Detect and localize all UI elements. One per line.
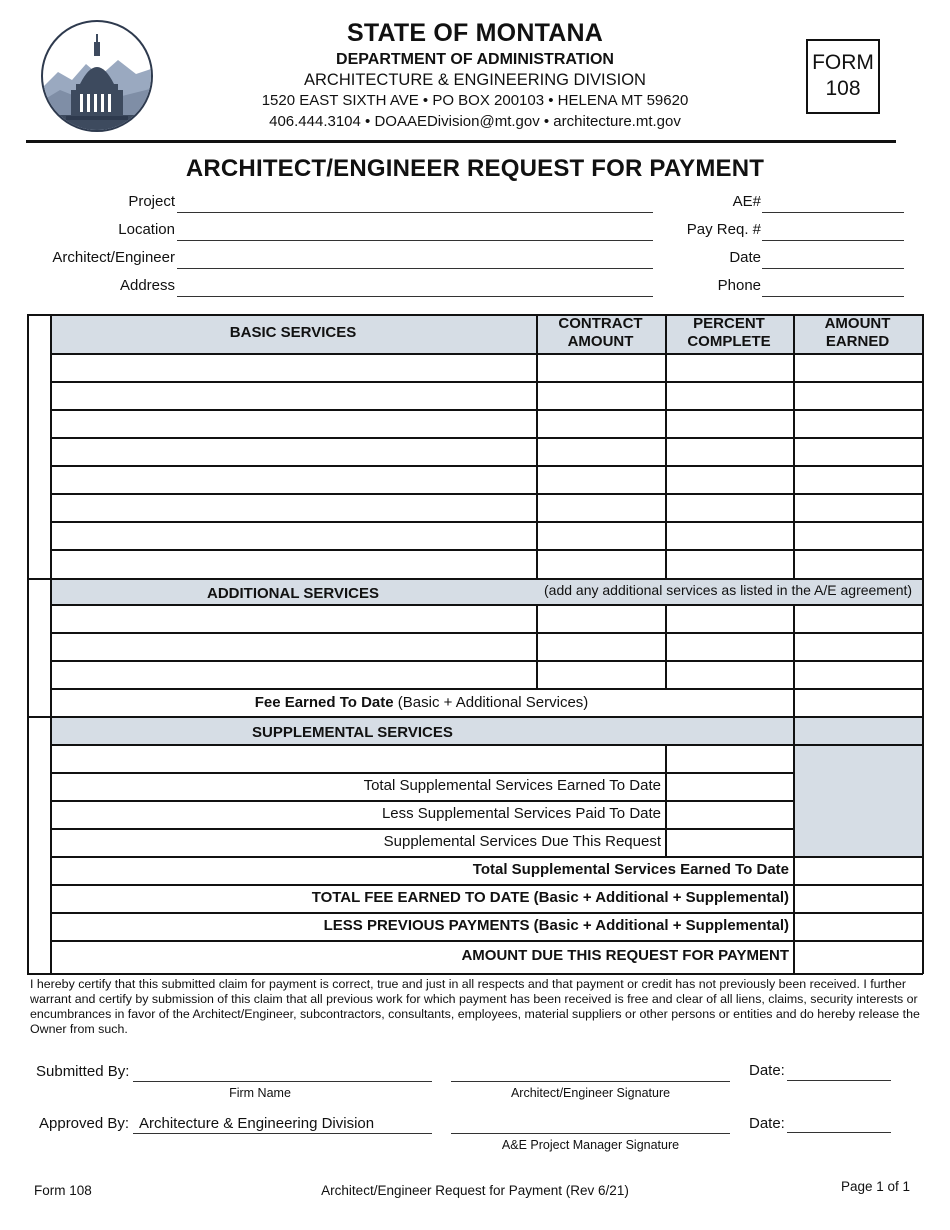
submitted-by-label: Submitted By: xyxy=(36,1063,130,1080)
additional-services-note: (add any additional services as listed in the A/E agreement) xyxy=(544,582,913,598)
certification-text: I hereby certify that this submitted claim for payment is correct, true and just in all respects and that payment or credit has not previously been received. I further warrant and certify by submission of this claim that all previous work for which payment has been received is free and clear of all liens, claims, security interests or encumbrances in favor of the Architect/Engineer, subcontractors, consultants, employees, material suppliers or other persons or entities and do hereby release the Owner from such. xyxy=(30,977,920,1036)
page-title: ARCHITECT/ENGINEER REQUEST FOR PAYMENT xyxy=(185,155,765,182)
fee-earned-label-bold: Fee Earned To Date xyxy=(254,694,394,711)
footer-page-number: Page 1 of 1 xyxy=(840,1179,910,1194)
total-supp-earned-label: Total Supplemental Services Earned To Date xyxy=(363,777,661,794)
header-address: 1520 EAST SIXTH AVE • PO BOX 200103 • HELENA MT 59620 xyxy=(261,92,689,109)
firm-name-caption: Firm Name xyxy=(229,1086,291,1100)
architect-engineer-label: Architect/Engineer xyxy=(52,249,175,266)
pay-req-field[interactable] xyxy=(762,240,904,241)
form-number: 108 xyxy=(825,77,861,100)
date1-field[interactable] xyxy=(787,1080,891,1081)
pm-signature-caption: A&E Project Manager Signature xyxy=(501,1138,680,1152)
architect-engineer-field[interactable] xyxy=(177,268,653,269)
form-label: FORM xyxy=(812,51,874,74)
amount-due-label: AMOUNT DUE THIS REQUEST FOR PAYMENT xyxy=(461,947,789,964)
approved-by-label: Approved By: xyxy=(39,1115,130,1132)
phone-label: Phone xyxy=(717,277,761,294)
footer-form-title: Architect/Engineer Request for Payment (Rev 6/21) xyxy=(321,1183,629,1198)
contract-amount-heading: CONTRACT AMOUNT xyxy=(558,315,643,350)
amount-earned-heading: AMOUNT EARNED xyxy=(824,315,891,350)
percent-complete-heading: PERCENT COMPLETE xyxy=(687,315,771,350)
header-department: DEPARTMENT OF ADMINISTRATION xyxy=(336,51,614,68)
location-label: Location xyxy=(118,221,175,238)
ae-number-label: AE# xyxy=(732,193,761,210)
date-field[interactable] xyxy=(762,268,904,269)
firm-name-field[interactable] xyxy=(133,1081,432,1082)
total-fee-earned-label: TOTAL FEE EARNED TO DATE (Basic + Additional + Supplemental) xyxy=(311,889,789,906)
date2-label: Date: xyxy=(749,1115,785,1132)
date-label: Date xyxy=(729,249,761,266)
project-field[interactable] xyxy=(177,212,653,213)
footer-form-number: Form 108 xyxy=(34,1183,92,1198)
ae-signature-field[interactable] xyxy=(451,1081,730,1082)
header-division: ARCHITECTURE & ENGINEERING DIVISION xyxy=(304,71,646,89)
date2-field[interactable] xyxy=(787,1132,891,1133)
location-field[interactable] xyxy=(177,240,653,241)
header-state: STATE OF MONTANA xyxy=(347,19,603,47)
approved-by-value: Architecture & Engineering Division xyxy=(139,1115,375,1132)
header-contact: 406.444.3104 • DOAAEDivision@mt.gov • architecture.mt.gov xyxy=(269,113,681,130)
ae-number-field[interactable] xyxy=(762,212,904,213)
supplemental-services-heading: SUPPLEMENTAL SERVICES xyxy=(252,724,453,741)
supplemental-shaded-column xyxy=(793,744,922,856)
basic-services-heading: BASIC SERVICES xyxy=(229,324,357,341)
fee-earned-label-rest: (Basic + Additional Services) xyxy=(393,694,589,711)
approved-by-field[interactable] xyxy=(133,1133,432,1134)
pm-signature-field[interactable] xyxy=(451,1133,730,1134)
project-label: Project xyxy=(128,193,175,210)
date1-label: Date: xyxy=(749,1062,785,1079)
total-supp-earned-bold-label: Total Supplemental Services Earned To Date xyxy=(472,861,789,878)
less-supp-paid-label: Less Supplemental Services Paid To Date xyxy=(381,805,661,822)
additional-services-heading: ADDITIONAL SERVICES xyxy=(207,585,379,602)
phone-field[interactable] xyxy=(762,296,904,297)
pay-req-label: Pay Req. # xyxy=(686,221,761,238)
ae-signature-caption: Architect/Engineer Signature xyxy=(510,1086,671,1100)
payment-table xyxy=(27,314,923,974)
form-number-box xyxy=(806,39,880,114)
address-label: Address xyxy=(119,277,175,294)
supp-due-label: Supplemental Services Due This Request xyxy=(383,833,661,850)
fee-earned-row-label xyxy=(50,694,793,711)
less-previous-payments-label: LESS PREVIOUS PAYMENTS (Basic + Additional + Supplemental) xyxy=(323,917,789,934)
header-divider xyxy=(26,140,896,143)
address-field[interactable] xyxy=(177,296,653,297)
